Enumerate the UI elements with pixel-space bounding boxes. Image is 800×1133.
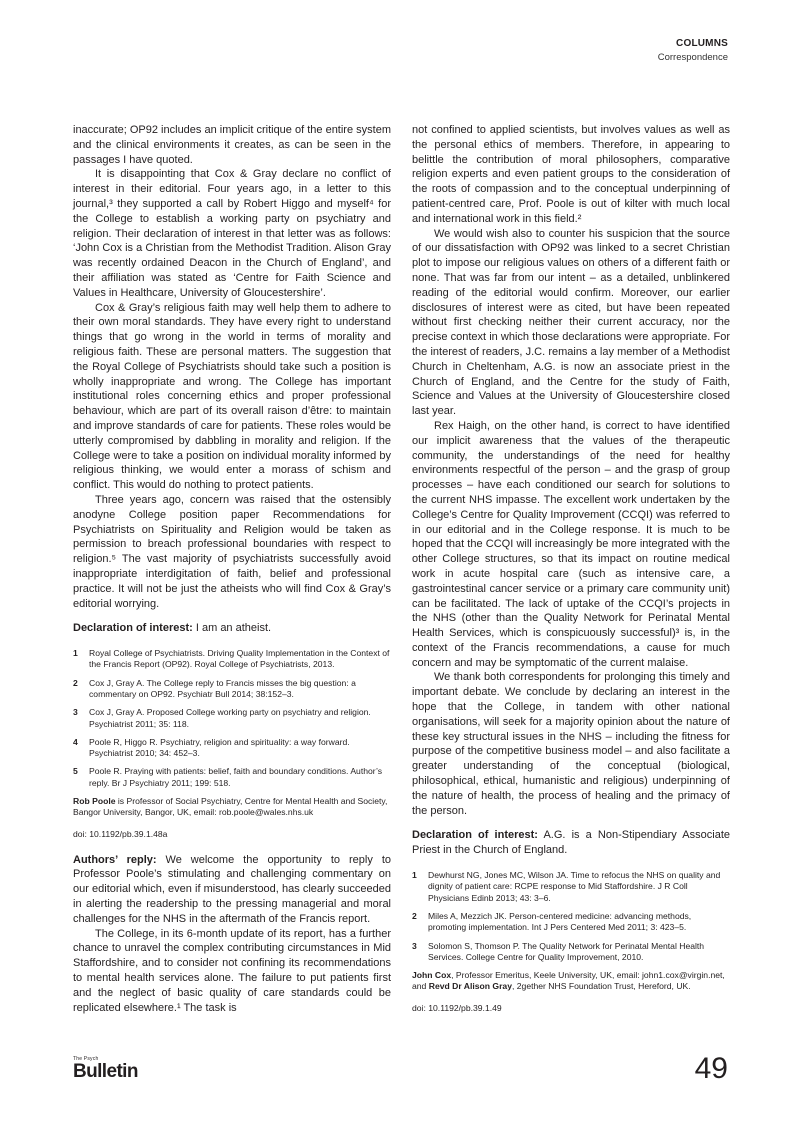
reference-number: 1 xyxy=(73,648,78,659)
reference-item xyxy=(412,941,730,964)
reference-text: Poole R, Higgo R. Psychiatry, religion and spirituality: a way forward. Psychiatrist 2010; 34: 452–3. xyxy=(89,736,350,759)
declaration-text: A.G. is a Non-Stipendiary Associate Priest in the Church of England. xyxy=(412,829,730,857)
reference-number: 2 xyxy=(412,910,417,921)
reference-number: 2 xyxy=(73,677,78,688)
declaration-of-interest xyxy=(73,621,391,636)
declaration-label: Declaration of interest: xyxy=(412,829,538,842)
reply-text: We welcome the opportunity to reply to Professor Poole’s stimulating and challenging commentary on our editorial which, even if misunderstood, has clearly succeeded in alerting the readership to the pressing managerial and moral challenges for the NHS in the aftermath of the Francis report. xyxy=(73,853,391,925)
reference-text: Royal College of Psychiatrists. Driving Quality Implementation in the Context of the Francis Report (OP92). Royal College of Psychiatrists, 2013. xyxy=(89,648,390,670)
left-column xyxy=(73,123,391,1015)
reference-number: 1 xyxy=(412,870,417,881)
bulletin-logo xyxy=(73,1056,138,1082)
body-paragraph: inaccurate; OP92 includes an implicit critique of the entire system and the clinical environments it creates, as can be seen in the passages I have quoted. xyxy=(73,124,391,166)
body-paragraph: Rex Haigh, on the other hand, is correct to have identified our implicit awareness that the values of the therapeutic community, the understandings of the need for healthy environments respectful of the person – and the grasp of group processes – have each conditioned our search for solutions to the current NHS impasse. The excellent work undertaken by the College’s Centre for Quality Improvement (CCQI) was referred to in our editorial and in the College response. It is much to be hoped that the CCQI will increasingly be more integrated with the other College structures, so that its impact on routine medical work in acute hospital care (such as intensive care, a gastrointestinal cancer service or a primary care community unit) can be facilitated. The lack of uptake of the CCQI’s projects in the NHS (other than the Quality Network for Perinatal Mental Health Services, which is conspicuously successful)³ is, in the context of the Francis recommendations, a cause for much concern and may be symptomatic of the current malaise. xyxy=(412,419,730,669)
author-details: is Professor of Social Psychiatry, Centre for Mental Health and Society, Bangor University, Bangor, UK, email: rob.poole@wales.nhs.uk xyxy=(73,796,388,818)
declaration-text: I am an atheist. xyxy=(192,622,272,635)
reference-text: Solomon S, Thomson P. The Quality Network for Perinatal Mental Health Services. College Centre for Quality Improvement, 2010. xyxy=(428,940,705,962)
reference-item xyxy=(73,766,391,789)
body-paragraph: We would wish also to counter his suspicion that the source of our dissatisfaction with OP92 was linked to a secret Christian plot to impose our religious values on others of a different faith or none. That was far from our intent – as a detailed, unblinkered reading of the editorial would confirm. Moreover, our earlier disclosures of interest were as cited, but have been repeated without first checking neither their current accuracy, nor the precise context in which those declarations were appropriate. For the interest of readers, J.C. remains a lay member of a Methodist Church in Cheltenham, A.G. is now an associate priest in the Church of England, and the Centre for the study of Faith, Science and Values at the University of Gloucestershire closed last year. xyxy=(412,227,730,418)
reference-item xyxy=(73,678,391,701)
declaration-label: Declaration of interest: xyxy=(73,622,193,635)
section-heading: COLUMNS xyxy=(676,38,728,49)
reference-text: Cox J, Gray A. Proposed College working party on psychiatry and religion. Psychiatrist 2011; 35: 118. xyxy=(89,707,371,729)
doi: doi: 10.1192/pb.39.1.49 xyxy=(412,1002,502,1013)
body-paragraph: Three years ago, concern was raised that the ostensibly anodyne College position paper Recommendations for Psychiatrists on Spirituality and Religion would be taken as permission to breach professional boundaries with respect to religion.⁵ The vast majority of psychiatrists successfully avoid inappropriate interdigitation of faith, belief and professional practice. It will not be just the atheists who will find Cox & Gray’s editorial worrying. xyxy=(73,493,391,610)
author-name: John Cox xyxy=(412,970,452,981)
reference-item xyxy=(73,737,391,760)
author-info xyxy=(73,796,391,819)
right-column xyxy=(412,123,730,1013)
reference-text: Dewhurst NG, Jones MC, Wilson JA. Time to refocus the NHS on quality and dignity of patient care: RCPE response to Mid Staffordshire. J R Coll Physicians Edinb 2013; 43: 3–6. xyxy=(428,870,721,903)
author-details: , Professor Emeritus, Keele University, UK, email: john1.cox@virgin.net, and xyxy=(412,970,725,992)
body-paragraph: We thank both correspondents for prolonging this timely and important debate. We conclude by declaring an interest in the hope that the College, in tandem with other national organisations, will seek for a majority opinion about the nature of these key structural issues in the NHS – including the fitness for purpose of the competitive business model – and also facilitate a greater understanding of the conceptual (biological, philosophical, ethical, humanistic and religious) underpinning of the nature of health, the process of healing and the primacy of the person. xyxy=(412,671,730,817)
page-number: 49 xyxy=(694,1052,728,1085)
logo-small-text: The Psych xyxy=(73,1056,99,1062)
reference-item xyxy=(412,911,730,934)
declaration-of-interest xyxy=(412,828,730,858)
logo-text: Bulletin xyxy=(73,1061,138,1082)
reference-number: 5 xyxy=(73,766,78,777)
body-paragraph: It is disappointing that Cox & Gray declare no conflict of interest in their editorial. Four years ago, in a letter to this journal,³ they supported a call by Robert Higgo and myself⁴ for the College to establish a working party on psychiatry and religion. Their declaration of interest in that letter was as follows: ‘John Cox is a Christian from the Methodist Tradition. Alison Gray was recently ordained Deacon in the Church of England’, and their affiliation was stated as ‘Centre for Faith Science and Values in Healthcare, University of Gloucestershire’. xyxy=(73,168,391,299)
reply-label: Authors’ reply: xyxy=(73,853,157,866)
body-paragraph: Cox & Gray’s religious faith may well help them to adhere to their own moral standards. They have every right to understand things that go wrong in the world in terms of morality and religious faith. These are personal matters. The suggestion that the Royal College of Psychiatrists should take such a position is wholly inappropriate and wrong. The College has important institutional roles concerning ethics and proper professional behaviour, which are part of its overall raison d’être: to maintain and improve standards of care for patients. These roles would be utterly compromised by dabbling in morality and religion. If the College were to take a position on individual morality informed by religious thinking, we would enter a morass of schism and conflict. This would do nothing to protect patients. xyxy=(73,301,391,492)
author-details: , 2gether NHS Foundation Trust, Hereford, UK. xyxy=(512,981,691,992)
reference-number: 4 xyxy=(73,736,78,747)
reference-number: 3 xyxy=(73,707,78,718)
reference-list xyxy=(412,870,730,963)
reference-list xyxy=(73,648,391,789)
author-info xyxy=(412,970,730,993)
reference-item xyxy=(412,870,730,904)
section-subheading: Correspondence xyxy=(657,52,728,63)
body-paragraph: not confined to applied scientists, but involves values as well as the personal ethics of members. Therefore, in appearing to belittle the contribution of moral philosophers, comparative religion experts and even patient groups to the consideration of the roots of compassion and to the conceptual underpinning of patient-centred care, Prof. Poole is out of kilter with much local and international work in this field.² xyxy=(412,124,730,225)
reference-number: 3 xyxy=(412,940,417,951)
reference-text: Miles A, Mezzich JK. Person-centered medicine: advancing methods, promoting implementation. Int J Pers Centered Med 2011; 3: 423–5. xyxy=(428,910,692,933)
reference-text: Poole R. Praying with patients: belief, faith and boundary conditions. Author’s reply. Br J Psychiatry 2011; 199: 518. xyxy=(89,766,383,788)
reference-item xyxy=(73,707,391,730)
author-name: Revd Dr Alison Gray xyxy=(428,981,512,992)
reference-item xyxy=(73,648,391,671)
body-paragraph: The College, in its 6-month update of its report, has a further chance to unravel the complex contributing circumstances in Mid Staffordshire, and to consider not confining its recommendations to mental health services alone. The failure to put patients first and the neglect of basic quality of care standards could be replicated elsewhere.¹ The task is xyxy=(73,927,391,1014)
authors-reply xyxy=(73,853,391,927)
doi: doi: 10.1192/pb.39.1.48a xyxy=(73,828,168,839)
reference-text: Cox J, Gray A. The College reply to Francis misses the big question: a commentary on OP92. Psychiatr Bull 2014; 38:152–3. xyxy=(89,677,356,699)
author-name: Rob Poole xyxy=(73,796,116,807)
